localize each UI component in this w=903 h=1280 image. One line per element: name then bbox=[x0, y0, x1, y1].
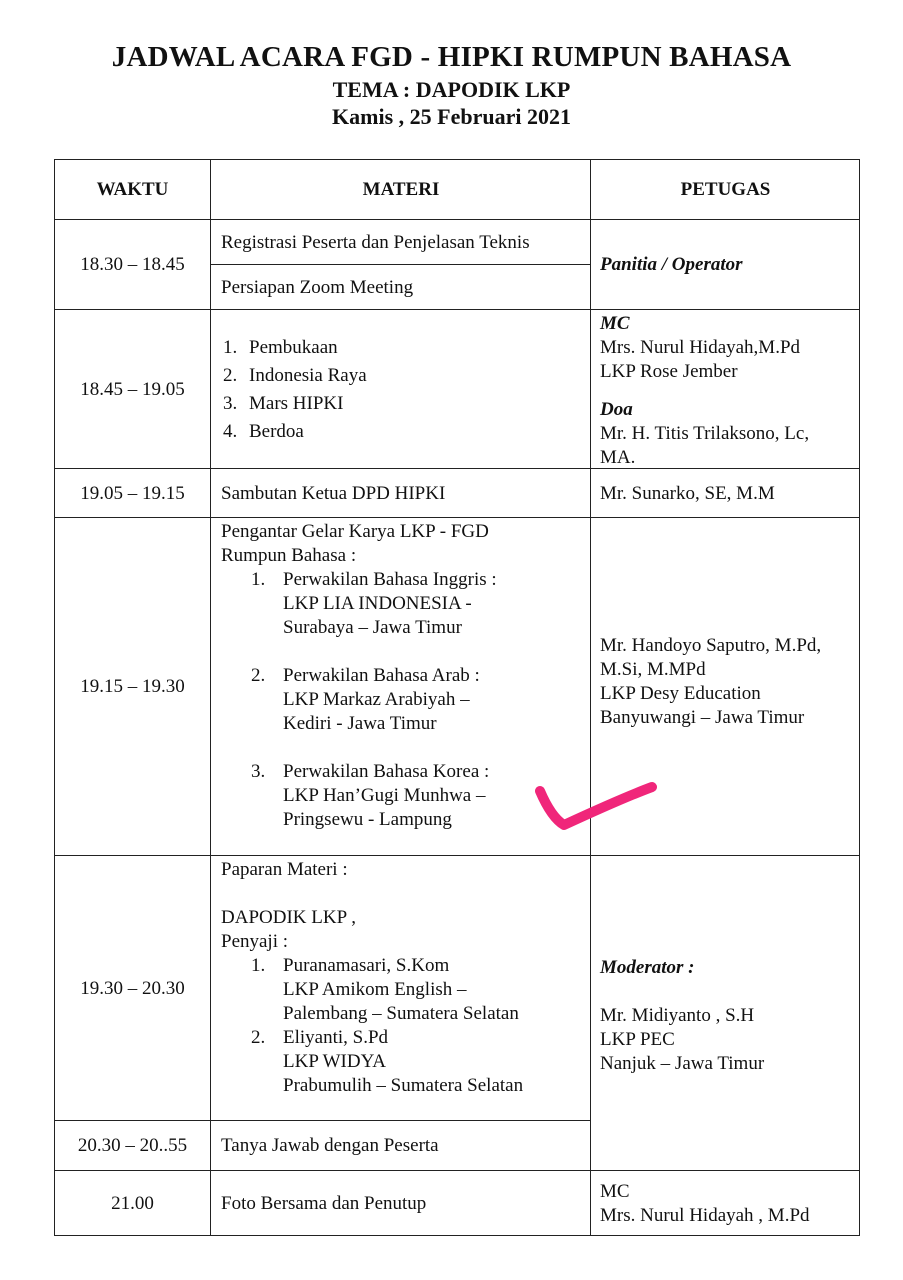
table-row bbox=[54, 469, 860, 518]
row-time: 19.15 – 19.30 bbox=[80, 676, 185, 697]
list-item: 3. Mars HIPKI bbox=[223, 393, 344, 414]
materi-item: Persiapan Zoom Meeting bbox=[221, 276, 414, 298]
list-item: 2. Indonesia Raya bbox=[223, 365, 367, 386]
row-time: 21.00 bbox=[111, 1192, 154, 1214]
materi-item: Registrasi Peserta dan Penjelasan Teknis bbox=[221, 231, 530, 253]
table-row bbox=[54, 1171, 860, 1236]
list-item: 3. Perwakilan Bahasa Korea : LKP Han’Gugi Munhwa – Pringsewu - Lampung bbox=[251, 761, 490, 830]
row-materi: Sambutan Ketua DPD HIPKI bbox=[221, 482, 446, 504]
mc-label: MC bbox=[600, 313, 630, 334]
table-row bbox=[54, 220, 860, 310]
column-header-waktu: WAKTU bbox=[96, 178, 169, 200]
table-header-row bbox=[54, 159, 860, 220]
column-header-materi: MATERI bbox=[362, 178, 440, 200]
row-petugas: MC Mrs. Nurul Hidayah,M.Pd LKP Rose Jember Doa Mr. H. Titis Trilaksono, Lc, MA. bbox=[591, 310, 860, 469]
column-header-petugas: PETUGAS bbox=[680, 178, 771, 200]
list-item: 1. Pembukaan bbox=[223, 337, 338, 358]
table-row bbox=[54, 310, 860, 469]
document-title: JADWAL ACARA FGD - HIPKI RUMPUN BAHASA bbox=[111, 41, 792, 73]
document-date: Kamis , 25 Februari 2021 bbox=[332, 104, 571, 129]
checkmark-icon bbox=[530, 775, 670, 845]
moderator-label: Moderator : bbox=[600, 957, 695, 978]
row-materi bbox=[211, 220, 591, 310]
row-materi: Paparan Materi : DAPODIK LKP , Penyaji : 1. Puranamasari, S.Kom LKP Amikom English – Palembang – Sumatera Selatan 2. Eliyanti, S.Pd LKP WIDYA Prabumulih – Sumatera Selatan bbox=[211, 856, 591, 1121]
list-item: 2. Eliyanti, S.Pd LKP WIDYA Prabumulih – Sumatera Selatan bbox=[251, 1027, 524, 1096]
table-row bbox=[54, 518, 860, 856]
moderator-cell: Moderator : Mr. Midiyanto , S.H LKP PEC Nanjuk – Jawa Timur bbox=[591, 856, 860, 1171]
list-item: 2. Perwakilan Bahasa Arab : LKP Markaz Arabiyah – Kediri - Jawa Timur bbox=[251, 665, 480, 734]
row-time: 19.30 – 20.30 bbox=[80, 977, 185, 999]
document-header bbox=[0, 38, 903, 130]
row-petugas: Mr. Handoyo Saputro, M.Pd, M.Si, M.MPd LKP Desy Education Banyuwangi – Jawa Timur bbox=[600, 635, 822, 728]
row-petugas: MC Mrs. Nurul Hidayah , M.Pd bbox=[600, 1180, 810, 1226]
list-item: 1. Perwakilan Bahasa Inggris : LKP LIA INDONESIA - Surabaya – Jawa Timur bbox=[251, 569, 497, 638]
list-item: 4. Berdoa bbox=[223, 421, 304, 442]
row-materi: Foto Bersama dan Penutup bbox=[221, 1192, 427, 1214]
row-time: 18.45 – 19.05 bbox=[80, 378, 185, 400]
schedule-table bbox=[54, 159, 860, 1236]
row-time: 18.30 – 18.45 bbox=[80, 254, 185, 275]
row-materi: Tanya Jawab dengan Peserta bbox=[221, 1135, 439, 1156]
document-theme: TEMA : DAPODIK LKP bbox=[332, 77, 571, 102]
doa-label: Doa bbox=[600, 399, 633, 420]
row-materi: Pengantar Gelar Karya LKP - FGD Rumpun Bahasa : 1. Perwakilan Bahasa Inggris : LKP LIA INDONESIA - Surabaya – Jawa Timur 2. Perwakilan Bahasa Arab : LKP Markaz Arabiyah – Kediri - Jawa Timur 3. Perwakilan Bahasa Korea : LKP Han’Gugi Munhwa – Pringsewu - Lampung bbox=[211, 518, 591, 856]
row-petugas: Panitia / Operator bbox=[600, 254, 743, 275]
list-item: 1. Puranamasari, S.Kom LKP Amikom English – Palembang – Sumatera Selatan bbox=[251, 955, 519, 1024]
row-time: 19.05 – 19.15 bbox=[80, 482, 185, 504]
row-materi bbox=[211, 310, 591, 469]
row-time: 20.30 – 20..55 bbox=[77, 1135, 188, 1156]
row-petugas: Mr. Sunarko, SE, M.M bbox=[600, 482, 775, 504]
